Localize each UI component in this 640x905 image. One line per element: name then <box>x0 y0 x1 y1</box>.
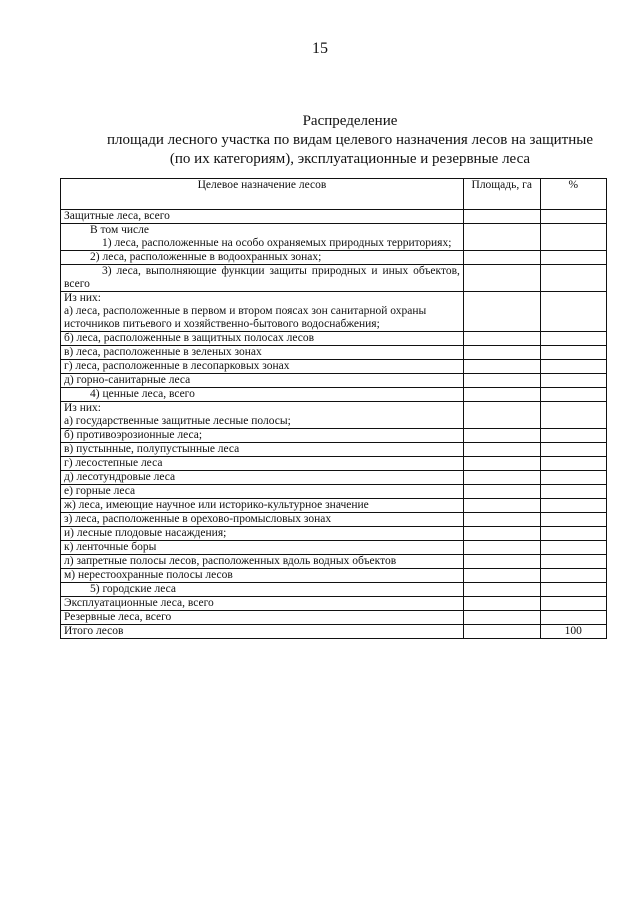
row-percent <box>540 332 606 346</box>
row-percent <box>540 210 606 224</box>
row-text: 4) ценные леса, всего <box>90 388 195 400</box>
table-row <box>61 388 607 402</box>
row-percent <box>540 265 606 292</box>
row-label <box>61 527 464 541</box>
row-text-continued: а) государственные защитные лесные полосы; <box>64 415 291 427</box>
table-row <box>61 527 607 541</box>
row-label <box>61 224 464 251</box>
table-row <box>61 513 607 527</box>
row-label <box>61 292 464 332</box>
table-row <box>61 210 607 224</box>
forest-distribution-table <box>60 178 607 639</box>
row-text: Защитные леса, всего <box>64 210 170 222</box>
row-area <box>463 443 540 457</box>
table-row <box>61 471 607 485</box>
row-area <box>463 292 540 332</box>
row-percent <box>540 499 606 513</box>
row-text: в) леса, расположенные в зеленых зонах <box>64 346 262 358</box>
row-percent <box>540 374 606 388</box>
table-row <box>61 457 607 471</box>
row-text: л) запретные полосы лесов, расположенных вдоль водных объектов <box>64 555 397 567</box>
row-percent <box>540 583 606 597</box>
row-label <box>61 332 464 346</box>
row-percent <box>540 513 606 527</box>
row-label <box>61 210 464 224</box>
title-line-3: (по их категориям), эксплуатационные и резервные леса <box>169 151 531 167</box>
row-percent <box>540 527 606 541</box>
row-percent <box>540 388 606 402</box>
table-row <box>61 265 607 292</box>
header-area: Площадь, га <box>463 179 540 210</box>
row-percent <box>540 292 606 332</box>
row-text: е) горные леса <box>64 485 136 497</box>
row-area <box>463 346 540 360</box>
row-area <box>463 513 540 527</box>
row-percent: 100 <box>540 625 606 639</box>
table-row <box>61 332 607 346</box>
row-area <box>463 265 540 292</box>
row-percent <box>540 443 606 457</box>
page-number: 15 <box>312 40 328 57</box>
table-row <box>61 429 607 443</box>
table-header-row <box>61 179 607 210</box>
table-row <box>61 360 607 374</box>
table-row <box>61 443 607 457</box>
row-percent <box>540 457 606 471</box>
row-text: Эксплуатационные леса, всего <box>64 597 214 609</box>
table-row <box>61 485 607 499</box>
row-label <box>61 265 464 292</box>
table-row <box>61 583 607 597</box>
row-text: В том числе <box>90 224 149 236</box>
header-percent: % <box>540 179 606 210</box>
row-percent <box>540 360 606 374</box>
row-text: Из них: <box>64 292 101 304</box>
row-label <box>61 625 464 639</box>
row-percent <box>540 346 606 360</box>
table-row <box>61 569 607 583</box>
row-area <box>463 569 540 583</box>
row-area <box>463 555 540 569</box>
row-text: ж) леса, имеющие научное или историко-культурное значение <box>64 499 369 511</box>
table-row <box>61 374 607 388</box>
row-area <box>463 597 540 611</box>
row-area <box>463 457 540 471</box>
row-label <box>61 388 464 402</box>
row-text: м) нерестоохранные полосы лесов <box>64 569 233 581</box>
row-label <box>61 471 464 485</box>
table-row <box>61 251 607 265</box>
row-area <box>463 583 540 597</box>
row-area <box>463 541 540 555</box>
row-text: г) леса, расположенные в лесопарковых зонах <box>64 360 290 372</box>
row-label <box>61 555 464 569</box>
row-text: б) леса, расположенные в защитных полосах лесов <box>64 332 315 344</box>
table-row <box>61 625 607 639</box>
row-label <box>61 513 464 527</box>
row-percent <box>540 541 606 555</box>
row-label <box>61 485 464 499</box>
row-percent <box>540 597 606 611</box>
row-label <box>61 597 464 611</box>
row-label <box>61 611 464 625</box>
table-row <box>61 402 607 429</box>
row-area <box>463 402 540 429</box>
row-percent <box>540 471 606 485</box>
table-row <box>61 224 607 251</box>
row-area <box>463 527 540 541</box>
row-text: и) лесные плодовые насаждения; <box>64 527 227 539</box>
document-title <box>60 112 640 169</box>
row-text: д) лесотундровые леса <box>64 471 176 483</box>
row-label <box>61 360 464 374</box>
table-row <box>61 555 607 569</box>
row-label <box>61 443 464 457</box>
row-label <box>61 583 464 597</box>
row-percent <box>540 429 606 443</box>
row-area <box>463 388 540 402</box>
row-area <box>463 485 540 499</box>
table-row <box>61 597 607 611</box>
row-label <box>61 457 464 471</box>
row-percent <box>540 485 606 499</box>
table-row <box>61 499 607 513</box>
table-row <box>61 611 607 625</box>
row-text: д) горно-санитарные леса <box>64 374 191 386</box>
row-text: Из них: <box>64 402 101 414</box>
row-percent <box>540 569 606 583</box>
header-purpose: Целевое назначение лесов <box>61 179 464 210</box>
row-area <box>463 374 540 388</box>
row-area <box>463 611 540 625</box>
row-area <box>463 332 540 346</box>
row-text: Итого лесов <box>64 625 124 637</box>
row-percent <box>540 224 606 251</box>
row-area <box>463 471 540 485</box>
row-area <box>463 251 540 265</box>
row-text: Резервные леса, всего <box>64 611 172 623</box>
row-label <box>61 569 464 583</box>
row-percent <box>540 555 606 569</box>
table-row <box>61 292 607 332</box>
row-label <box>61 374 464 388</box>
row-area <box>463 210 540 224</box>
row-percent <box>540 402 606 429</box>
row-area <box>463 429 540 443</box>
row-text: г) лесостепные леса <box>64 457 163 469</box>
row-text: 5) городские леса <box>90 583 176 595</box>
title-line-2: площади лесного участка по видам целевого назначения лесов на защитные <box>106 132 594 148</box>
row-text: 3) леса, выполняющие функции защиты природных и иных объектов, всего <box>64 265 460 290</box>
title-line-1: Распределение <box>302 113 398 129</box>
row-label <box>61 402 464 429</box>
row-text-continued: а) леса, расположенные в первом и втором поясах зон санитарной охраны источников питьевого и хозяйственно-бытового водоснабжения; <box>64 305 427 330</box>
row-area <box>463 224 540 251</box>
row-text: 2) леса, расположенные в водоохранных зонах; <box>90 251 322 263</box>
row-label <box>61 499 464 513</box>
row-text-continued: 1) леса, расположенные на особо охраняемых природных территориях; <box>102 237 452 249</box>
row-percent <box>540 251 606 265</box>
row-label <box>61 251 464 265</box>
row-text: в) пустынные, полупустынные леса <box>64 443 240 455</box>
row-percent <box>540 611 606 625</box>
row-label <box>61 541 464 555</box>
row-area <box>463 360 540 374</box>
table-row <box>61 541 607 555</box>
row-area <box>463 625 540 639</box>
row-text: з) леса, расположенные в орехово-промысловых зонах <box>64 513 332 525</box>
row-label <box>61 429 464 443</box>
table-row <box>61 346 607 360</box>
row-text: б) противоэрозионные леса; <box>64 429 203 441</box>
row-area <box>463 499 540 513</box>
row-text: к) ленточные боры <box>64 541 157 553</box>
row-label <box>61 346 464 360</box>
